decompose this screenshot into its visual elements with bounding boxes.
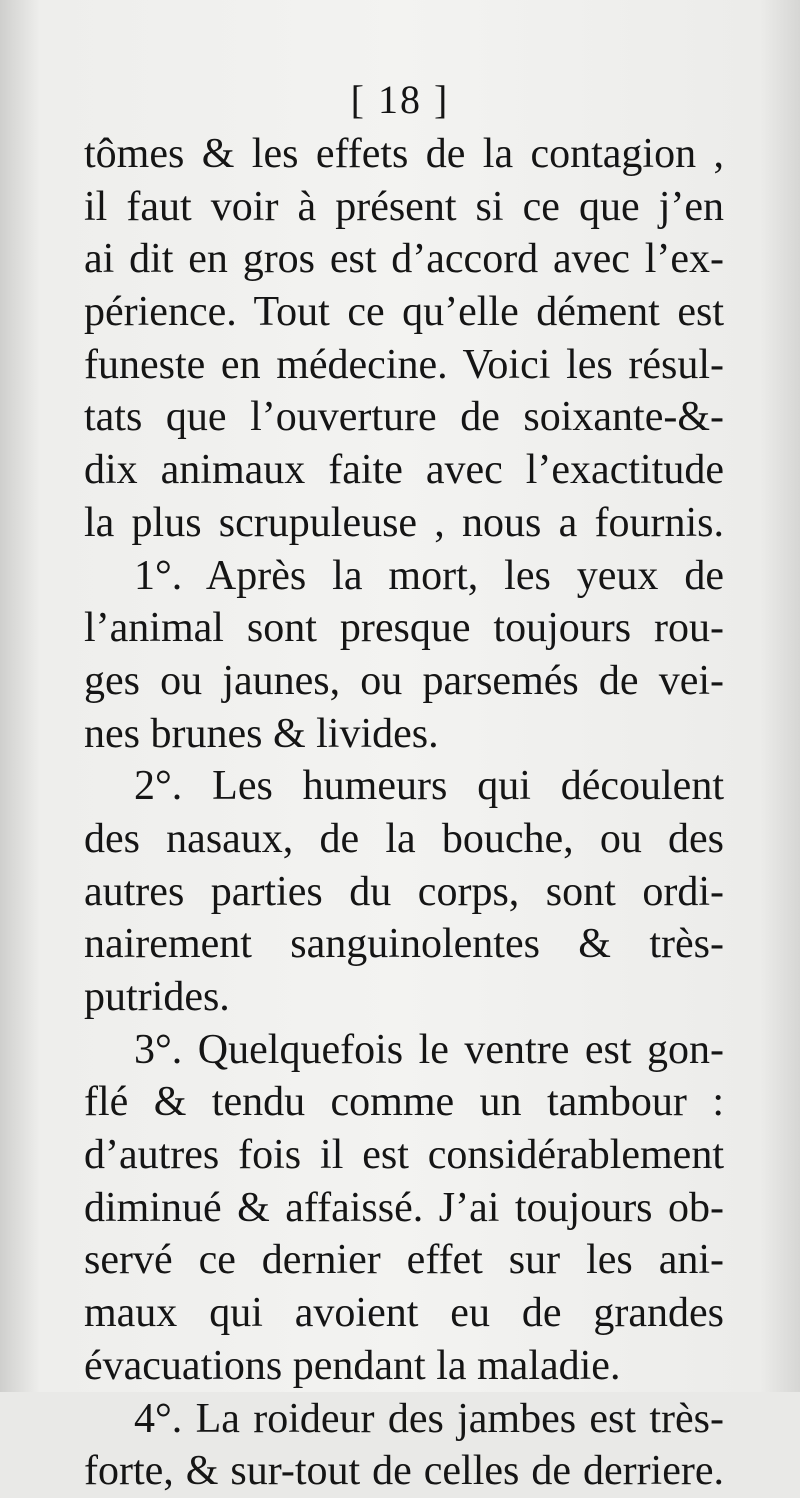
text-line: 2°. Les humeurs qui découlent: [134, 763, 724, 810]
page-number: [ 18 ]: [350, 77, 450, 122]
text-line: ges ou jaunes, ou parsemés de vei-: [84, 657, 724, 704]
text-line: ai dit en gros est d’accord avec l’ex-: [84, 236, 724, 283]
body-text: [84, 128, 724, 1498]
text-line: forte, & sur-tout de celles de derriere.: [84, 1448, 724, 1495]
text-line: tats que l’ouverture de soixante-&-: [84, 394, 724, 441]
text-line: évacuations pendant la maladie.: [84, 1342, 621, 1389]
text-line: funeste en médecine. Voici les résul-: [84, 341, 724, 388]
text-line: servé ce dernier effet sur les ani-: [84, 1237, 724, 1284]
text-line: 4°. La roideur des jambes est très-: [134, 1395, 724, 1442]
text-line: la plus scrupuleuse , nous a fournis.: [84, 499, 724, 546]
text-line: il faut voir à présent si ce que j’en: [84, 183, 724, 230]
text-line: autres parties du corps, sont ordi-: [84, 868, 724, 915]
text-line: maux qui avoient eu de grandes: [84, 1290, 724, 1337]
text-line: des nasaux, de la bouche, ou des: [84, 815, 724, 862]
text-line: 3°. Quelquefois le ventre est gon-: [134, 1026, 724, 1073]
text-line: périence. Tout ce qu’elle dément est: [84, 289, 724, 336]
text-line: tômes & les effets de la contagion ,: [84, 131, 724, 177]
text-line: 1°. Après la mort, les yeux de: [134, 552, 724, 599]
text-line: d’autres fois il est considérablement: [84, 1132, 724, 1179]
text-line: diminué & affaissé. J’ai toujours ob-: [84, 1184, 724, 1231]
text-line: flé & tendu comme un tambour :: [84, 1079, 724, 1126]
text-line: dix animaux faite avec l’exactitude: [84, 447, 724, 494]
text-line: l’animal sont presque toujours rou-: [84, 605, 724, 652]
text-line: putrides.: [84, 974, 230, 1020]
text-line: nairement sanguinolentes & très-: [84, 921, 724, 968]
text-line: nes brunes & livides.: [84, 710, 439, 757]
